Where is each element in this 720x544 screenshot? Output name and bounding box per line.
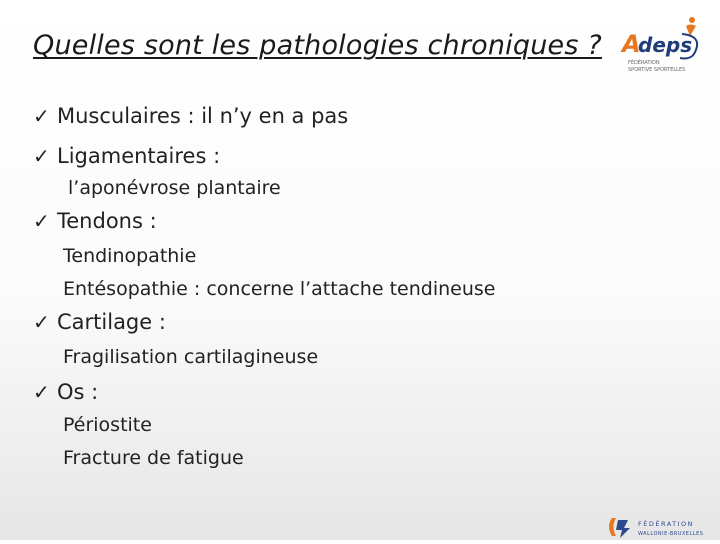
bullet-os [33, 380, 98, 404]
svg-text:WALLONIE-BRUXELLES: WALLONIE-BRUXELLES [638, 531, 704, 537]
checkmark-icon: ✓ [33, 144, 50, 168]
svg-text:deps: deps [638, 33, 693, 57]
sub-item: l’aponévrose plantaire [68, 177, 281, 199]
sub-item: Entésopathie : concerne l’attache tendineuse [63, 278, 496, 300]
bullet-label: Ligamentaires : [57, 144, 221, 168]
checkmark-icon: ✓ [33, 310, 50, 334]
bullet-label: Musculaires : il n’y en a pas [57, 104, 349, 128]
sub-item: Tendinopathie [63, 245, 197, 267]
bullet-cartilage [33, 310, 166, 334]
bullet-label: Tendons : [57, 209, 157, 233]
svg-text:SPORTIVE SPORTELLES: SPORTIVE SPORTELLES [628, 67, 686, 73]
svg-text:FÉDÉRATION: FÉDÉRATION [638, 520, 695, 528]
checkmark-icon: ✓ [33, 209, 50, 233]
sub-item: Fragilisation cartilagineuse [63, 346, 319, 368]
bullet-tendons [33, 209, 157, 233]
bullet-label: Cartilage : [57, 310, 166, 334]
federation-logo [602, 514, 720, 540]
sub-item: Périostite [63, 414, 152, 436]
svg-text:A: A [622, 30, 641, 58]
sub-item: Fracture de fatigue [63, 447, 244, 469]
checkmark-icon: ✓ [33, 104, 50, 128]
adeps-logo [620, 14, 712, 74]
bullet-label: Os : [57, 380, 99, 404]
bullet-ligamentaires [33, 144, 220, 168]
checkmark-icon: ✓ [33, 380, 50, 404]
slide-title: Quelles sont les pathologies chroniques ? [33, 30, 602, 61]
bullet-musculaires [33, 104, 348, 128]
svg-text:FÉDÉRATION: FÉDÉRATION [628, 60, 660, 66]
